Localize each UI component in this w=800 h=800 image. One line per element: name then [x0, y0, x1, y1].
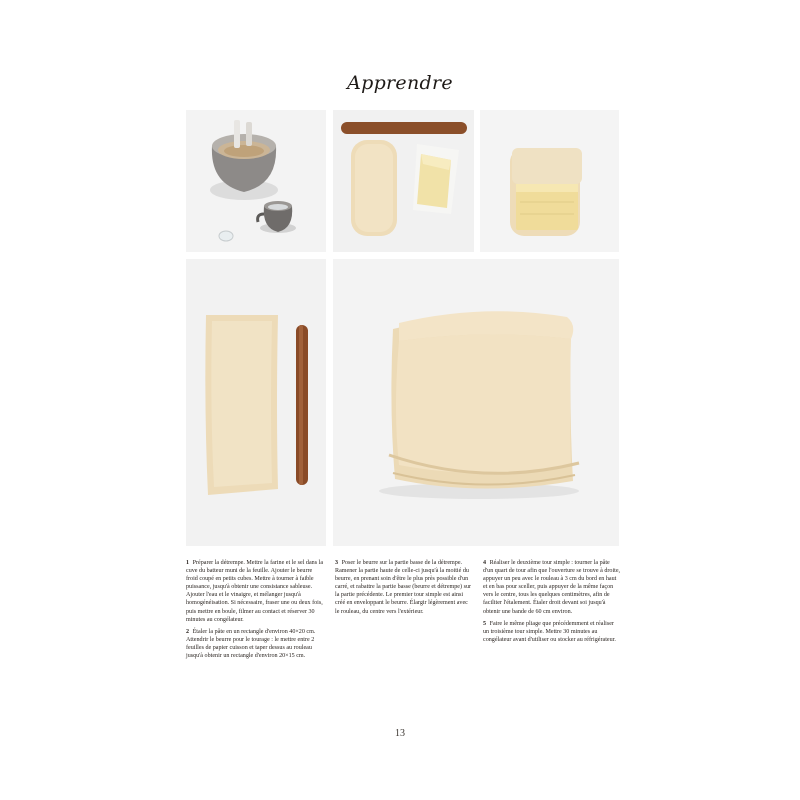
step-1: 1 Préparer la détrempe. Mettre la farine et le sel dans la cuve du batteur muni de la feuille. Ajouter le beurre froid coupé en petits cubes. Mettre à tourner à faible puissance, jusqu'à obtenir une consistance sableuse. Ajouter l'eau et le vinaigre, et mélanger jusqu'à homogénéisation. Si nécessaire, fraser une ou deux fois, puis mettre en boule, filmer au contact et réserver 30 minutes au congélateur. [186, 560, 324, 623]
photo-mixer-bowl [186, 110, 326, 252]
page-title: Apprendre [347, 72, 453, 94]
text-column-1 [186, 559, 324, 664]
step-3: 3 Poser le beurre sur la partie basse de la détrempe. Ramener la partie haute de celle-ci jusqu'à la moitié du beurre, en prenant soin d'être le plus près possible d'un carré, et rabattre la partie basse (beurre et détrempe) sur la partie précédente. Le premier tour simple est ainsi créé en enveloppant le beurre. Élargir légèrement avec le rouleau, du centre vers l'extérieur. [335, 560, 472, 615]
step-4: 4 Réaliser le deuxième tour simple : tourner la pâte d'un quart de tour afin que l'ouverture se trouve à droite, appuyer un peu avec le rouleau à 3 cm du bord en haut et en bas pour sceller, puis appuyer de la même façon vers le centre, tous les quelques centimètres, afin de faciliter l'étalement. Étaler droit devant soi jusqu'à obtenir une bande de 60 cm environ. [483, 560, 621, 615]
page-number: 13 [395, 728, 405, 739]
photo-dough-and-butter [333, 110, 474, 252]
step-5: 5 Faire le même pliage que précédemment et réaliser un troisième tour simple. Mettre 30 minutes au congélateur avant d'utiliser ou stocker au réfrigérateur. [483, 620, 616, 643]
step-2: 2 Étaler la pâte en un rectangle d'environ 40×20 cm. Attendrir le beurre pour le tourage : le mettre entre 2 feuilles de papier cuisson et taper dessus au rouleau jusqu'à obtenir un rectangle d'environ 20×15 cm. [186, 628, 316, 660]
photo-butter-in-dough [480, 110, 619, 252]
photo-folded-dough [333, 259, 619, 546]
text-column-2 [335, 559, 473, 620]
photo-rolled-strip [186, 259, 326, 546]
text-column-3 [483, 559, 621, 648]
